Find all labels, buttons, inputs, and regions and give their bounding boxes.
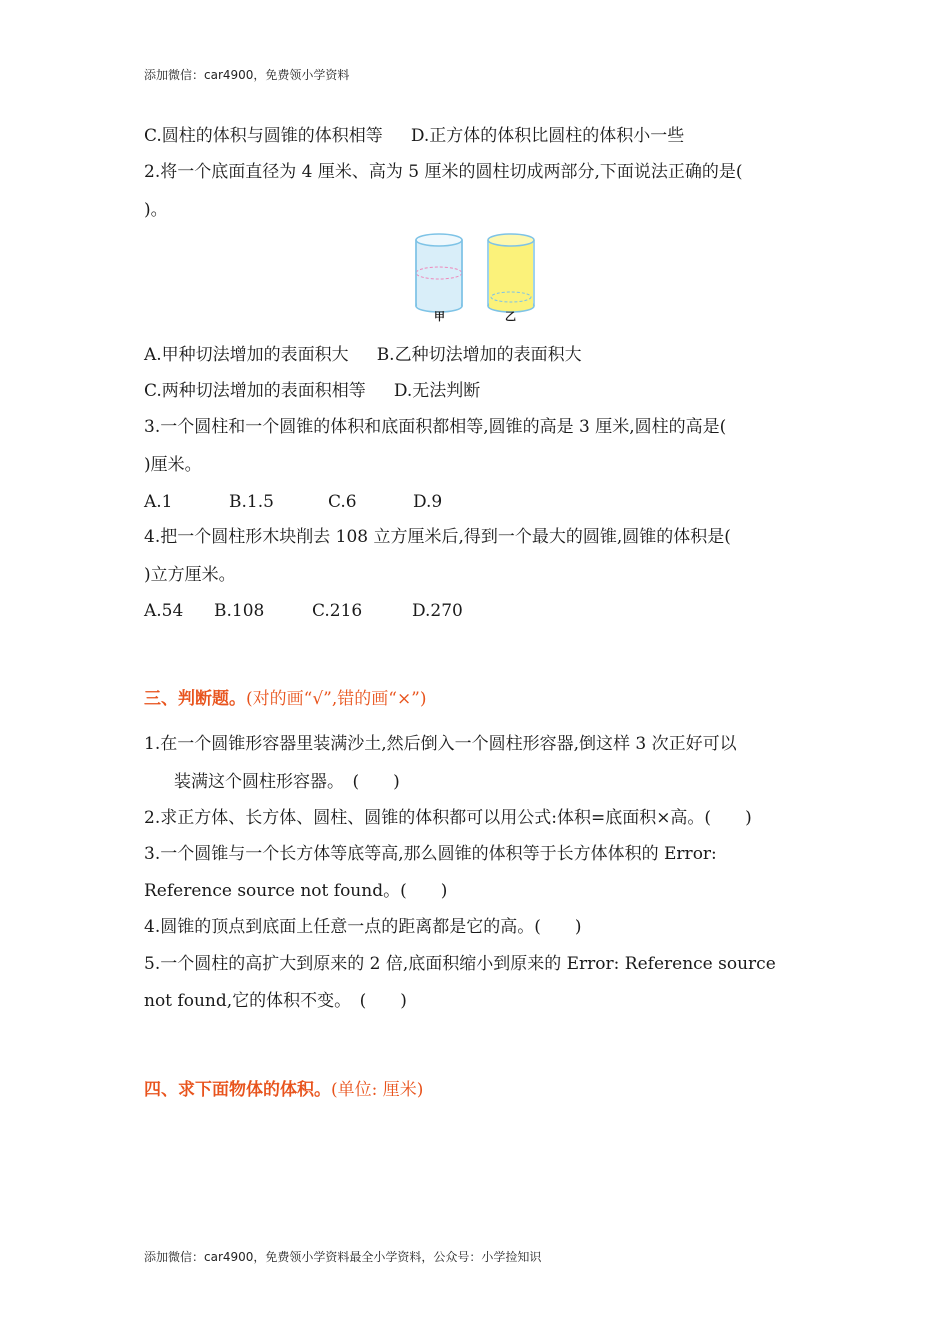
q4-text-line1: 4.把一个圆柱形木块削去 108 立方厘米后,得到一个最大的圆锥,圆锥的体积是( <box>144 527 731 547</box>
q4-option-a: A.54 <box>144 601 184 621</box>
cylinder-figure <box>408 230 548 326</box>
tf-item-1-line1: 1.在一个圆锥形容器里装满沙土,然后倒入一个圆柱形容器,倒这样 3 次正好可以 <box>144 734 737 754</box>
section4-title: 四、求下面物体的体积。 <box>144 1080 331 1100</box>
page-footer: 添加微信：car4900，免费领小学资料最全小学资料，公众号：小学捡知识 <box>144 1250 542 1264</box>
q2-options-cd <box>144 380 480 402</box>
q4-option-b: B.108 <box>214 601 265 621</box>
tf-item-1-line2: 装满这个圆柱形容器。 ( ) <box>174 772 400 792</box>
section4-heading <box>144 1075 423 1100</box>
cylinder-jia <box>416 234 462 312</box>
q2-option-d: D.无法判断 <box>393 381 481 401</box>
page-header: 添加微信：car4900，免费领小学资料 <box>144 68 350 82</box>
q3-option-b: B.1.5 <box>229 492 274 512</box>
q3-text-line1: 3.一个圆柱和一个圆锥的体积和底面积都相等,圆锥的高是 3 厘米,圆柱的高是( <box>144 417 727 437</box>
q2-option-a: A.甲种切法增加的表面积大 <box>144 345 349 365</box>
q4-options <box>144 600 463 622</box>
q3-option-d: D.9 <box>413 492 443 512</box>
tf-item-5-line2: not found,它的体积不变。 ( ) <box>144 991 407 1011</box>
q4-text-line2: )立方厘米。 <box>144 565 236 585</box>
q2-text-line1: 2.将一个底面直径为 4 厘米、高为 5 厘米的圆柱切成两部分,下面说法正确的是( <box>144 162 743 182</box>
q3-option-a: A.1 <box>144 492 173 512</box>
q1-option-d: D.正方体的体积比圆柱的体积小一些 <box>410 126 685 146</box>
section3-heading <box>144 684 427 709</box>
q3-option-c: C.6 <box>328 492 357 512</box>
q2-text-line2: )。 <box>144 200 168 220</box>
q1-options-cd <box>144 125 684 147</box>
tf-item-5-line1: 5.一个圆柱的高扩大到原来的 2 倍,底面积缩小到原来的 Error: Reference source <box>144 954 776 974</box>
tf-item-2: 2.求正方体、长方体、圆柱、圆锥的体积都可以用公式:体积=底面积×高。( ) <box>144 808 752 828</box>
q2-option-b: B.乙种切法增加的表面积大 <box>376 345 582 365</box>
section3-title: 三、判断题。 <box>144 689 246 709</box>
q3-text-line2: )厘米。 <box>144 455 202 475</box>
cylinder-yi <box>488 234 534 312</box>
q4-option-d: D.270 <box>412 601 463 621</box>
tf-item-4: 4.圆锥的顶点到底面上任意一点的距离都是它的高。( ) <box>144 917 582 937</box>
tf-item-3-line2: Reference source not found。( ) <box>144 881 448 901</box>
figure-label-jia: 甲 <box>434 310 445 323</box>
q4-option-c: C.216 <box>312 601 363 621</box>
q3-options <box>144 491 442 513</box>
tf-item-3-line1: 3.一个圆锥与一个长方体等底等高,那么圆锥的体积等于长方体体积的 Error: <box>144 844 717 864</box>
q1-option-c: C.圆柱的体积与圆锥的体积相等 <box>144 126 383 146</box>
q2-option-c: C.两种切法增加的表面积相等 <box>144 381 366 401</box>
q2-options-ab <box>144 344 582 366</box>
figure-label-yi: 乙 <box>505 310 516 323</box>
section4-subtitle: (单位: 厘米) <box>331 1080 424 1100</box>
section3-subtitle: (对的画“√”,错的画“×”) <box>246 689 427 709</box>
